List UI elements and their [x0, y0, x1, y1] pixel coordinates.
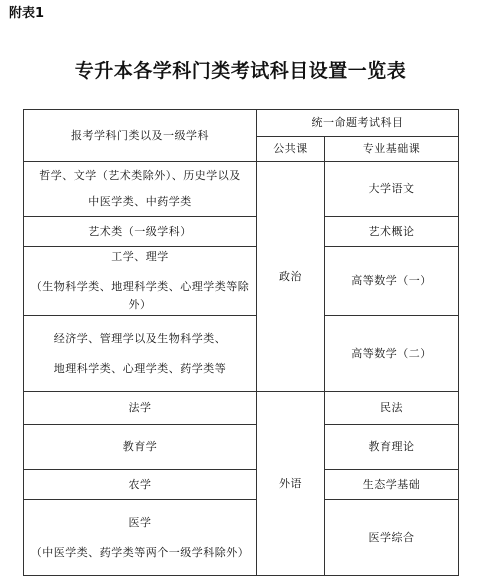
subject-cell: 大学语文 — [325, 162, 459, 217]
subject-cell: 民法 — [325, 392, 459, 425]
category-line: 地理科学类、心理学类、药学类等 — [53, 361, 227, 375]
table-row — [24, 500, 459, 576]
table-row — [24, 392, 459, 425]
table-row — [24, 316, 459, 392]
category-cell — [24, 162, 257, 217]
public-course-politics: 政治 — [257, 162, 325, 392]
subject-cell: 高等数学（一） — [325, 247, 459, 316]
public-course-foreign-language: 外语 — [257, 392, 325, 576]
category-line: 哲学、文学（艺术类除外）、历史学以及 — [39, 169, 241, 182]
document-title: 专升本各学科门类考试科目设置一览表 — [74, 60, 407, 82]
header-unified-exam: 统一命题考试科目 — [257, 110, 459, 137]
subject-cell: 生态学基础 — [325, 470, 459, 500]
category-line: 医学 — [128, 515, 152, 529]
header-category: 报考学科门类以及一级学科 — [24, 110, 257, 162]
category-cell — [24, 316, 257, 392]
category-cell — [24, 470, 257, 500]
subject-cell: 医学综合 — [325, 500, 459, 576]
category-line: 工学、理学 — [111, 250, 169, 263]
category-cell — [24, 247, 257, 316]
category-cell — [24, 392, 257, 425]
table-row — [24, 470, 459, 500]
annex-label: 附表1 — [9, 6, 45, 21]
category-line: 艺术类（一级学科） — [88, 224, 192, 238]
exam-subjects-table — [23, 109, 459, 576]
category-line: 教育学 — [122, 440, 158, 453]
table-row — [24, 162, 459, 217]
category-cell — [24, 217, 257, 247]
category-line: 法学 — [128, 401, 152, 414]
header-basic-course: 专业基础课 — [325, 137, 459, 162]
category-line: 中医学类、中药学类 — [88, 195, 192, 208]
subject-cell: 高等数学（二） — [325, 316, 459, 392]
category-cell — [24, 425, 257, 470]
category-cell — [24, 500, 257, 576]
category-line: （中医学类、药学类等两个一级学科除外） — [30, 545, 250, 559]
category-line: （生物科学类、地理科学类、心理学类等除外） — [30, 280, 250, 311]
table-row — [24, 425, 459, 470]
subject-cell: 艺术概论 — [325, 217, 459, 247]
table-row — [24, 217, 459, 247]
table-header-row — [24, 110, 459, 137]
category-line: 经济学、管理学以及生物科学类、 — [53, 331, 227, 345]
subject-cell: 教育理论 — [325, 425, 459, 470]
table-row — [24, 247, 459, 316]
category-line: 农学 — [128, 477, 152, 491]
header-public-course: 公共课 — [257, 137, 325, 162]
